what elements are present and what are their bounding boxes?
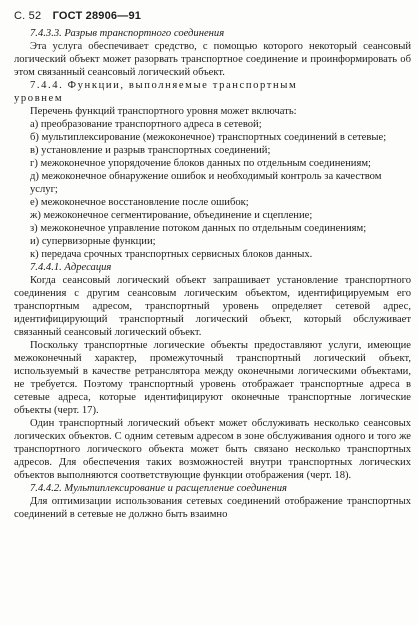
list-item-b: б) мультиплексирование (межоконечное) транспортных соединений в сетевые; — [30, 132, 387, 143]
list-item-d: д) межоконечное обнаружение ошибок и необходимый контроль за качеством услуг; — [30, 171, 382, 195]
list-item-e: е) межоконечное восстановление после ошибок; — [30, 197, 249, 208]
paragraph-disconnect-service: Эта услуга обеспечивает средство, с помощью которого некоторый сеансовый логический объект может разорвать транспортное соединение и проинформировать об этом связанный сеансовый логический объект. — [14, 41, 411, 78]
list-item-a: а) преобразование транспортного адреса в сетевой; — [30, 119, 262, 130]
section-heading-7-4-4-1: 7.4.4.1. Адресация — [30, 262, 112, 273]
section-heading-7-4-4: 7.4.4. Функции, выполняемые транспортным — [30, 80, 298, 91]
paragraph-addressing-3: Один транспортный логический объект может обслуживать несколько сеансовых логических объектов. С одним сетевым адресом в зоне обслуживания одного и того же транспортного логического объекта может быть связано несколько транспортных адресов. Для обеспечения таких возможностей внутри транспортных логических объектов выполняются соответствующие функции отображения (черт. 18). — [14, 418, 411, 481]
list-item-g: г) межоконечное упорядочение блоков данных по отдельным соединениям; — [30, 158, 371, 169]
paragraph-addressing-2: Поскольку транспортные логические объекты предоставляют услуги, имеющие межоконечный характер, промежуточный транспортный логический объект, используемый в качестве ретранслятора между оконечными логическими объектами, не требуется. Поэтому транспортный уровень отображает транспортные адреса в сетевые адреса, которые идентифицируют оконечные транспортные логические объекты (черт. 17). — [14, 340, 411, 416]
paragraph-multiplexing: Для оптимизации использования сетевых соединений отображение транспортных соединений в сетевые не должно быть взаимно — [14, 496, 411, 520]
section-heading-7-4-4-2: 7.4.4.2. Мультиплексирование и расщепление соединения — [30, 483, 287, 494]
list-item-i: и) супервизорные функции; — [30, 236, 156, 247]
list-item-v: в) установление и разрыв транспортных соединений; — [30, 145, 271, 156]
section-heading-7-4-3-3: 7.4.3.3. Разрыв транспортного соединения — [30, 28, 225, 39]
page-body — [14, 27, 411, 521]
page-header — [14, 10, 141, 23]
standard-code: ГОСТ 28906—91 — [52, 10, 142, 22]
list-item-k: к) передача срочных транспортных сервисных блоков данных. — [30, 249, 313, 260]
paragraph-functions-intro: Перечень функций транспортного уровня может включать: — [30, 106, 297, 117]
paragraph-addressing-1: Когда сеансовый логический объект запрашивает установление транспортного соединения с другим сеансовым логическим объектом, идентифицируемым его транспортным адресом, транспортный уровень определяет сетевой адрес, идентифицирующий транспортный логический объект, который обслуживает связанный сеансовый логический объект. — [14, 275, 411, 338]
list-item-zh: ж) межоконечное сегментирование, объединение и сцепление; — [30, 210, 313, 221]
section-heading-7-4-4-continued: уровнем — [14, 93, 64, 104]
list-item-z: з) межоконечное управление потоком данных по отдельным соединениям; — [30, 223, 367, 234]
page-number: С. 52 — [14, 10, 42, 22]
